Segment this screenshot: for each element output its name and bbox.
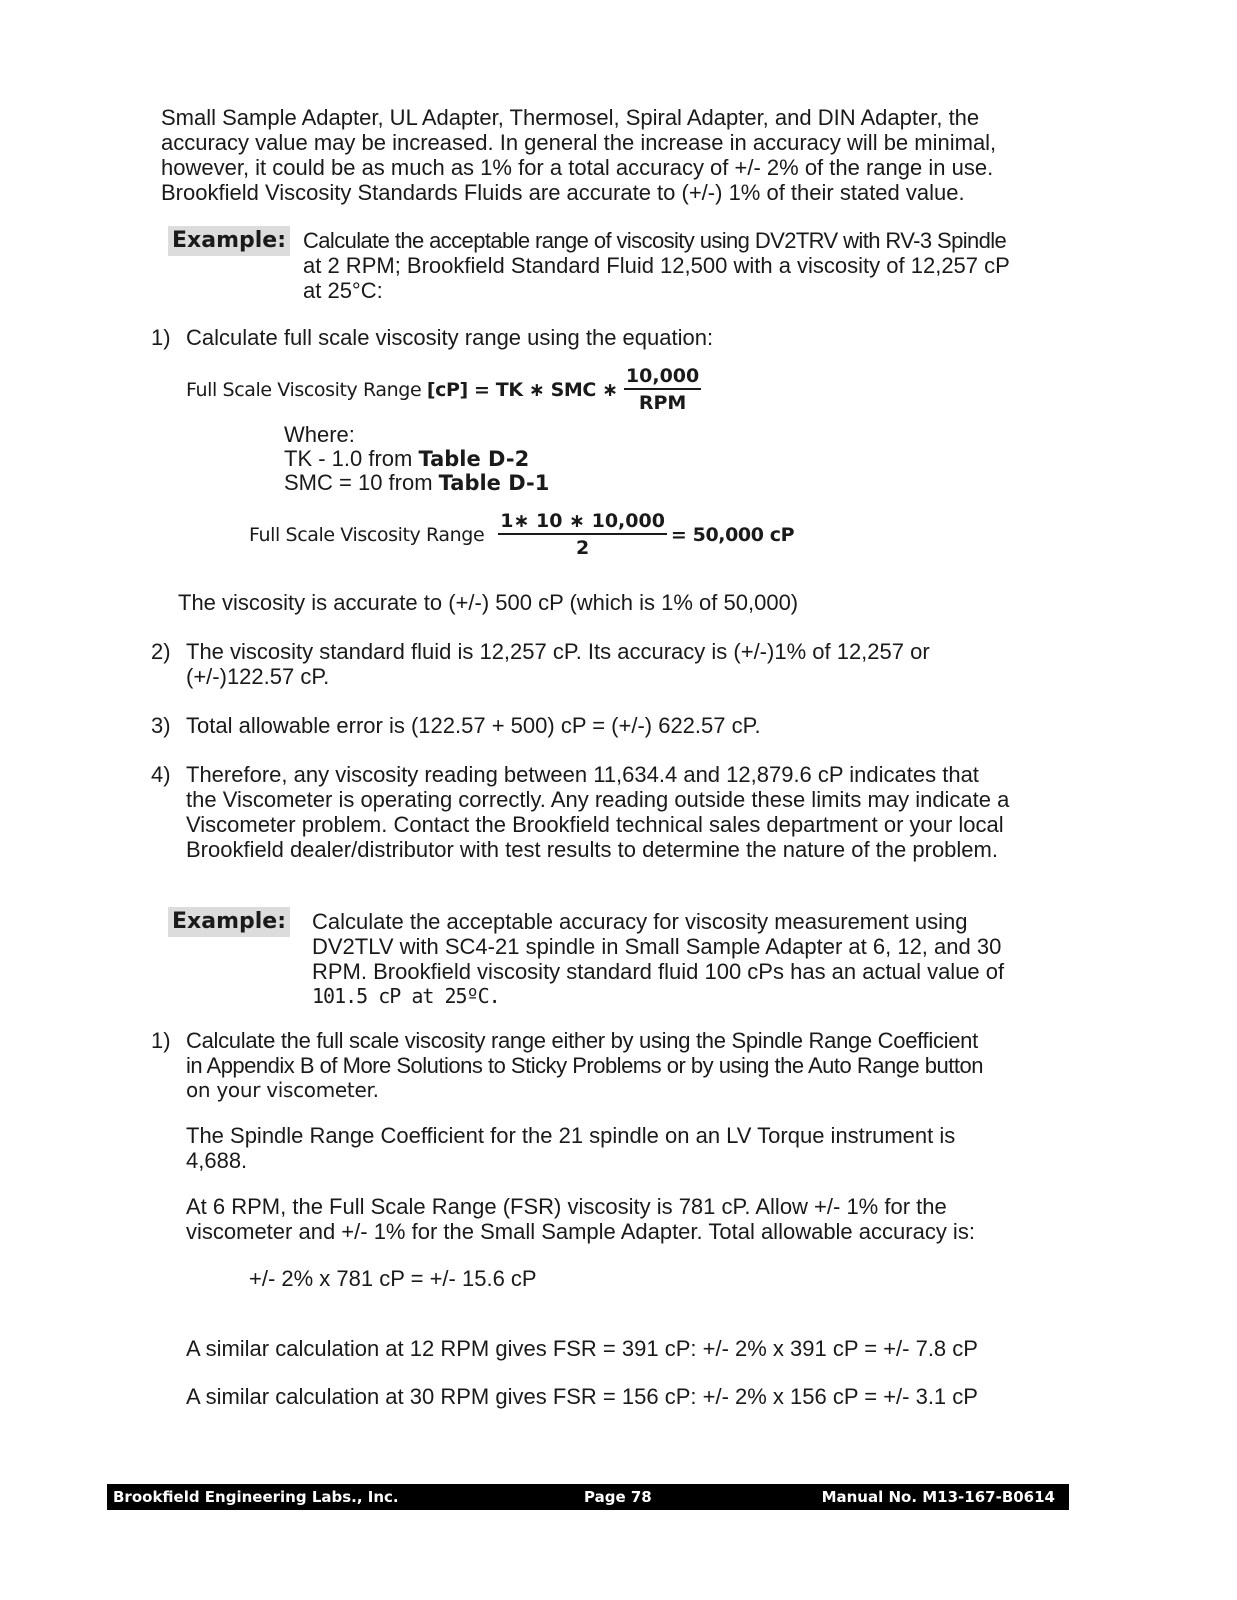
- example-line: RPM. Brookfield viscosity standard fluid 100 cPs has an actual value of: [312, 959, 1005, 984]
- step-text: Total allowable error is (122.57 + 500) cP = (+/-) 622.57 cP.: [186, 713, 761, 738]
- formula-lhs: [cP] = TK ∗ SMC ∗: [426, 379, 624, 401]
- para-line: viscometer and +/- 1% for the Small Sample Adapter. Total allowable accuracy is:: [186, 1219, 975, 1244]
- step-line: in Appendix B of More Solutions to Sticky Problems or by using the Auto Range button: [186, 1053, 983, 1078]
- formula: [186, 364, 701, 416]
- formula-fraction: [624, 364, 701, 416]
- where-label: Where:: [284, 422, 355, 447]
- calc-numerator: 1∗ 10 ∗ 10,000: [498, 509, 667, 535]
- where-tk: [284, 447, 549, 472]
- tk-ref: Table D-2: [418, 446, 530, 471]
- step-number: 2): [151, 639, 171, 664]
- rpm12-calculation: A similar calculation at 12 RPM gives FSR = 391 cP: +/- 2% x 391 cP = +/- 7.8 cP: [186, 1336, 978, 1361]
- tk-text: TK - 1.0 from: [284, 445, 419, 471]
- step-text: [186, 762, 1068, 862]
- intro-line: Brookfield Viscosity Standards Fluids are accurate to (+/-) 1% of their stated value.: [161, 180, 965, 205]
- footer-page-number: Page 78: [584, 1488, 652, 1506]
- rpm30-calculation: A similar calculation at 30 RPM gives FSR = 156 cP: +/- 2% x 156 cP = +/- 3.1 cP: [186, 1384, 978, 1409]
- smc-ref: Table D-1: [438, 471, 550, 495]
- calc-fraction: [498, 509, 667, 561]
- footer-manual-number: Manual No. M13-167-B0614: [821, 1488, 1055, 1506]
- para-line: At 6 RPM, the Full Scale Range (FSR) viscosity is 781 cP. Allow +/- 1% for the: [186, 1194, 947, 1219]
- example-line: at 25°C:: [303, 278, 383, 303]
- step-line: Therefore, any viscosity reading between 11,634.4 and 12,879.6 cP indicates that: [186, 762, 979, 787]
- step-line: (+/-)122.57 cP.: [186, 664, 330, 689]
- step-line: The viscosity standard fluid is 12,257 cP. Its accuracy is (+/-)1% of 12,257 or: [186, 639, 930, 664]
- para-line: 4,688.: [186, 1148, 248, 1173]
- calc-denominator: 2: [575, 537, 590, 559]
- formula-denominator: RPM: [638, 392, 687, 414]
- step-line: the Viscometer is operating correctly. Any reading outside these limits may indicate a: [186, 787, 1010, 812]
- step-text: Calculate full scale viscosity range using the equation:: [186, 325, 714, 350]
- example-line: 101.5 cP at 25ºC.: [312, 984, 500, 1008]
- example-description: [303, 228, 1068, 303]
- intro-line: accuracy value may be increased. In general the increase in accuracy will be minimal,: [161, 130, 997, 155]
- where-smc: [284, 471, 549, 496]
- formula-label: Full Scale Viscosity Range: [186, 379, 427, 401]
- intro-line: Small Sample Adapter, UL Adapter, Thermosel, Spiral Adapter, and DIN Adapter, the: [161, 105, 980, 130]
- where-block: [284, 423, 549, 496]
- smc-text: SMC = 10 from: [284, 470, 439, 495]
- calc-result: = 50,000 cP: [670, 524, 795, 546]
- calc-formula: [249, 509, 794, 561]
- intro-line: however, it could be as much as 1% for a total accuracy of +/- 2% of the range in use.: [161, 155, 994, 180]
- step-line: Brookfield dealer/distributor with test results to determine the nature of the problem.: [186, 837, 998, 862]
- step-line: Calculate the full scale viscosity range either by using the Spindle Range Coefficient: [186, 1028, 978, 1053]
- step-line: Viscometer problem. Contact the Brookfield technical sales department or your local: [186, 812, 1004, 837]
- step-text: [186, 1028, 1068, 1103]
- rpm6-paragraph: [186, 1194, 1068, 1244]
- footer-company: Brookfield Engineering Labs., Inc.: [113, 1488, 399, 1506]
- rpm6-calculation: +/- 2% x 781 cP = +/- 15.6 cP: [249, 1266, 537, 1291]
- example-description: [312, 909, 1068, 1009]
- calc-label: Full Scale Viscosity Range: [249, 524, 485, 546]
- example-line: at 2 RPM; Brookfield Standard Fluid 12,500 with a viscosity of 12,257 cP: [303, 253, 1010, 278]
- step-text: [186, 639, 1068, 689]
- example-line: DV2TLV with SC4-21 spindle in Small Sample Adapter at 6, 12, and 30: [312, 934, 1002, 959]
- intro-paragraph: [161, 105, 1068, 205]
- accuracy-statement: The viscosity is accurate to (+/-) 500 cP (which is 1% of 50,000): [178, 590, 799, 615]
- formula-numerator: 10,000: [624, 364, 701, 390]
- step-number: 4): [151, 762, 171, 787]
- spindle-range-paragraph: [186, 1123, 1068, 1173]
- example-line: Calculate the acceptable range of viscosity using DV2TRV with RV-3 Spindle: [303, 228, 1007, 253]
- step-line: on your viscometer.: [186, 1078, 379, 1102]
- page-footer: [107, 1484, 1069, 1510]
- example-label: Example:: [168, 907, 290, 937]
- example-label: Example:: [168, 226, 290, 256]
- step-number: 1): [151, 1028, 171, 1053]
- step-number: 1): [151, 325, 171, 350]
- example-line: Calculate the acceptable accuracy for viscosity measurement using: [312, 909, 968, 934]
- step-number: 3): [151, 713, 171, 738]
- para-line: The Spindle Range Coefficient for the 21 spindle on an LV Torque instrument is: [186, 1123, 956, 1148]
